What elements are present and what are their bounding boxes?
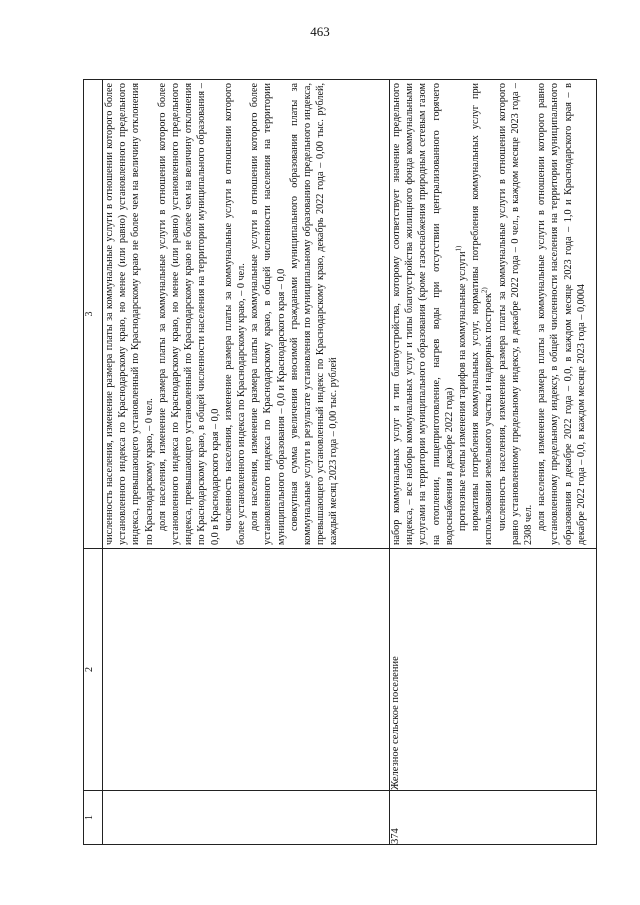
- description-cell: [390, 80, 597, 549]
- paragraph: [535, 83, 588, 545]
- header-cell-1: 1: [84, 791, 103, 845]
- table-row-continued: [103, 80, 390, 845]
- table-header-row: [84, 80, 103, 845]
- paragraph: [222, 83, 248, 545]
- paragraph-text: прогнозные темпы изменения тарифов на коммунальные услуги: [457, 251, 469, 531]
- table-row-374: [390, 80, 597, 845]
- paragraph-text: доля населения, изменение размера платы за коммунальные услуги в отношении которого более установленного индекса по Краснодарскому краю, в общей численности населения на территории муниципального образования – 0,0 и Краснодарского края – 0,0: [249, 83, 287, 545]
- paragraph: [390, 83, 456, 545]
- rotated-table-container: [83, 80, 595, 845]
- row-number-cell: [103, 791, 390, 845]
- description-text: [103, 80, 341, 548]
- description-text: [390, 80, 588, 548]
- municipality-cell: [103, 549, 390, 791]
- header-cell-2: 2: [84, 549, 103, 791]
- paragraph-text: численность населения, изменение размера платы за коммунальные услуги в отношении которого равно установленному предельному индексу, в декабре 2022 года – 0 чел., в каждом месяце 2023 года – 2308 чел.: [496, 83, 535, 545]
- paragraph: [156, 83, 222, 545]
- paragraph: [456, 83, 469, 545]
- page-number: 463: [310, 24, 330, 39]
- paragraph-text: совокупная сумма увеличения вносимой гражданами муниципального образования платы за коммунальные услуги в результате установления по муниципальному образованию предельного индекса, превышающего установленный индекс по Краснодарскому краю, декабрь 2022 года – 0,00 тыс. рублей, каждый месяц 2023 года – 0,00 тыс. рублей: [288, 83, 340, 545]
- description-cell: [103, 80, 390, 549]
- document-table: [83, 79, 597, 845]
- paragraph-text: численность населения, изменение размера платы за коммунальные услуги в отношении которого более установленного индекса по Краснодарскому краю, но менее (или равно) установленного предельного индекса, превышающего установленный по Краснодарскому краю не более чем на величину отклонения по Краснодарскому краю, – 0 чел.: [104, 83, 155, 545]
- paragraph: [248, 83, 288, 545]
- header-cell-3: 3: [84, 80, 103, 549]
- footnote-marker: 1): [454, 245, 463, 252]
- paragraph: [469, 83, 495, 545]
- municipality-cell: Железное сельское поселение: [390, 549, 597, 791]
- paragraph: [288, 83, 341, 545]
- paragraph-text: набор коммунальных услуг и тип благоустройства, которому соответствует значение предельного индекса, – все наборы коммунальных услуг и типы благоустройства жилищного фонда коммунальными услугами на территории муниципального образования (кроме газоснабжения природным сетевым газом на отоплении, пищеприготовление, нагрев воды при отсутствии централизованного горячего водоснабжения в декабре 2022 года): [391, 83, 455, 545]
- paragraph-text: доля населения, изменение размера платы за коммунальные услуги в отношении которого равно установленному предельному индексу, в общей численности населения на территории муниципального образования в декабре 2022 года – 0,0, в каждом месяце 2023 года – 1,0 и Краснодарского края – в декабре 2022 года – 0,0, в каждом месяце 2023 года – 0,0004: [536, 83, 587, 545]
- paragraph: [103, 83, 156, 545]
- paragraph: [496, 83, 536, 545]
- paragraph-text: доля населения, изменение размера платы за коммунальные услуги в отношении которого более установленного индекса по Краснодарскому краю, но менее (или равно) установленного предельного индекса, превышающего установленный по Краснодарскому краю не более чем на величину отклонения по Краснодарскому краю, в общей численности населения на территории муниципального образования – 0,0 в Краснодарского края – 0,0: [156, 83, 221, 545]
- paragraph-text: численность населения, изменение размера платы за коммунальные услуги в отношении которого более установленного индекса по Краснодарскому краю, – 0 чел.: [222, 83, 248, 545]
- paragraph-text: нормативы потребления коммунальных услуг, нормативы потребления коммунальных услуг при использовании земельного участка и надворных построек: [470, 83, 495, 545]
- footnote-marker: 2): [481, 287, 490, 294]
- row-number-cell: 374: [390, 791, 597, 845]
